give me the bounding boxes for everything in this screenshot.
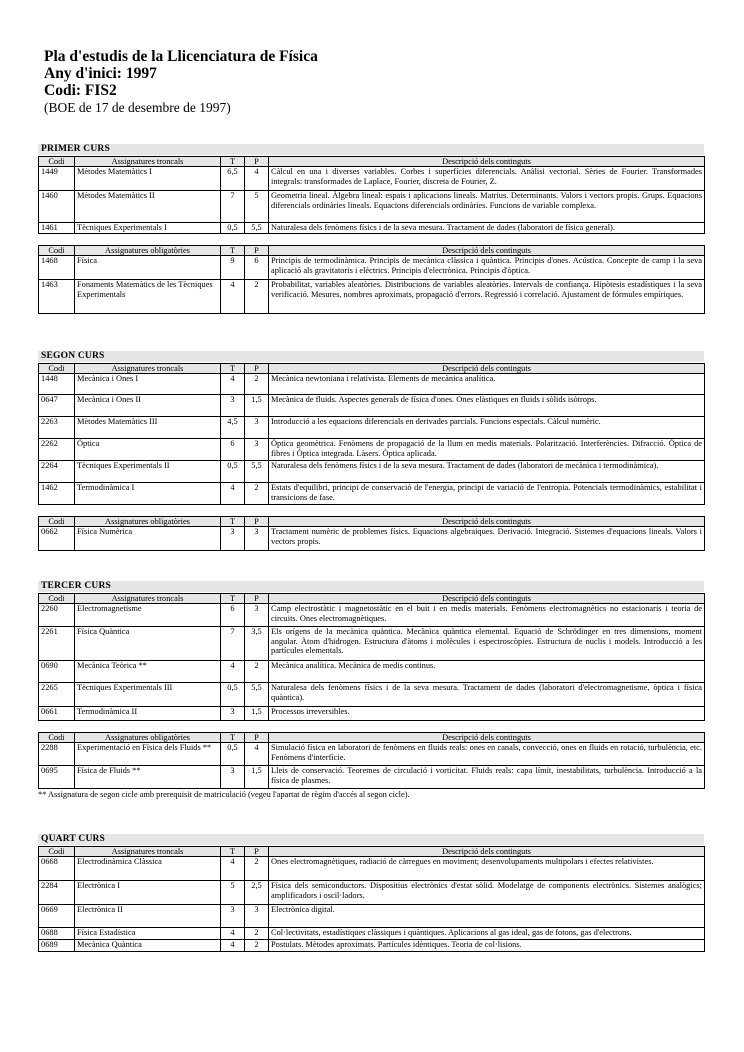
table-head: [39, 517, 705, 527]
obligatories-table: [38, 732, 705, 789]
subject-code: 0688: [39, 928, 75, 940]
header-row: [39, 847, 705, 857]
subject-code: 1448: [39, 374, 75, 395]
header-row: [39, 733, 705, 743]
troncals-table: [38, 363, 705, 505]
section-title: TERCER CURS: [38, 581, 704, 592]
col-t: T: [221, 157, 245, 167]
start-year: Any d'inici: 1997: [44, 65, 157, 82]
section-title: PRIMER CURS: [38, 144, 704, 155]
subject-code: 2284: [39, 881, 75, 905]
course-section: [38, 581, 704, 800]
col-assignatures: Assignatures troncals: [75, 594, 221, 604]
theory-credits: 6: [221, 604, 245, 627]
section-title: SEGON CURS: [38, 351, 704, 362]
subject-description: Lleis de conservació. Teoremes de circulació i vorticitat. Fluids reals: capa límit, inestabilitats, turbulència. Introducció a la física de plasmes.: [269, 766, 705, 789]
practice-credits: 3: [245, 527, 269, 551]
subject-code: 2261: [39, 627, 75, 661]
col-descripcio: Descripció dels continguts: [269, 733, 705, 743]
subject-description: Física dels semiconductors. Dispositius electrònics d'estat sòlid. Modelatge de components electrònics. Sistemes analògics; amplificadors i oscil·ladors.: [269, 881, 705, 905]
subject-name: Electrodinàmica Clàssica: [75, 857, 221, 881]
col-t: T: [221, 364, 245, 374]
practice-credits: 5: [245, 191, 269, 223]
subject-code: 1462: [39, 483, 75, 505]
theory-credits: 9: [221, 256, 245, 280]
table-row: [39, 527, 705, 551]
subject-code: 1468: [39, 256, 75, 280]
col-p: P: [245, 517, 269, 527]
practice-credits: 3: [245, 417, 269, 439]
subject-description: Electrònica digital.: [269, 905, 705, 928]
subject-description: Processos irreversibles.: [269, 707, 705, 721]
table-row: [39, 223, 705, 234]
subject-code: 2288: [39, 743, 75, 766]
subject-code: 0669: [39, 905, 75, 928]
table-head: [39, 594, 705, 604]
col-p: P: [245, 594, 269, 604]
subject-name: Tècniques Experimentals III: [75, 683, 221, 707]
subject-description: Càlcul en una i diverses variables. Corbes i superfícies diferencials. Anàlisi vectorial. Sèries de Fourier. Transformades integrals: transformades de Laplace, Fourier, discreta de Fourier, Z.: [269, 167, 705, 191]
col-assignatures: Assignatures obligatòries: [75, 517, 221, 527]
subject-code: 1449: [39, 167, 75, 191]
subject-description: Geometria lineal. Àlgebra lineal: espais i aplicacions lineals. Matrius. Determinants. Valors i vectors propis. Grups. Equacions diferencials ordinàries lineals. Equacions diferencials ordinàries. Funcions de variable complexa.: [269, 191, 705, 223]
theory-credits: 0,5: [221, 461, 245, 483]
header-row: [39, 364, 705, 374]
theory-credits: 5: [221, 881, 245, 905]
theory-credits: 4: [221, 374, 245, 395]
boe-reference: (BOE de 17 de desembre de 1997): [44, 100, 231, 115]
table-body: [39, 527, 705, 551]
practice-credits: 1,5: [245, 395, 269, 417]
subject-name: Termodinàmica I: [75, 483, 221, 505]
practice-credits: 5,5: [245, 461, 269, 483]
subject-name: Tècniques Experimentals II: [75, 461, 221, 483]
table-head: [39, 733, 705, 743]
theory-credits: 6: [221, 439, 245, 461]
practice-credits: 5,5: [245, 223, 269, 234]
theory-credits: 4: [221, 280, 245, 314]
subject-description: Naturalesa dels fenòmens físics i de la seva mesura. Tractament de dades (laboratori d'electromagnetisme, òptica i física quàntica).: [269, 683, 705, 707]
practice-credits: 4: [245, 167, 269, 191]
subject-description: Camp electrostàtic i magnetostàtic en el buit i en medis materials. Fenòmens electromagnètics no estacionaris i teoria de circuits. Ones electromagnètiques.: [269, 604, 705, 627]
col-p: P: [245, 733, 269, 743]
table-row: [39, 417, 705, 439]
table-row: [39, 627, 705, 661]
subject-code: 2260: [39, 604, 75, 627]
table-row: [39, 280, 705, 314]
col-t: T: [221, 517, 245, 527]
table-gap: [38, 721, 704, 731]
subject-code: 0662: [39, 527, 75, 551]
col-t: T: [221, 733, 245, 743]
col-p: P: [245, 847, 269, 857]
subject-description: Ones electromagnètiques, radiació de càrregues en moviment; desenvolupaments multipolars i efectes relativistes.: [269, 857, 705, 881]
table-row: [39, 395, 705, 417]
table-row: [39, 661, 705, 683]
practice-credits: 2: [245, 483, 269, 505]
subject-name: Tècniques Experimentals I: [75, 223, 221, 234]
table-row: [39, 604, 705, 627]
subject-name: Fonaments Matemàtics de les Tècniques Experimentals: [75, 280, 221, 314]
col-descripcio: Descripció dels continguts: [269, 157, 705, 167]
header-row: [39, 157, 705, 167]
subject-name: Física Numèrica: [75, 527, 221, 551]
subject-name: Mecànica Quàntica: [75, 940, 221, 952]
subject-name: Física: [75, 256, 221, 280]
theory-credits: 4: [221, 940, 245, 952]
theory-credits: 3: [221, 527, 245, 551]
section-title: QUART CURS: [38, 834, 704, 845]
col-descripcio: Descripció dels continguts: [269, 847, 705, 857]
subject-name: Òptica: [75, 439, 221, 461]
table-head: [39, 246, 705, 256]
col-assignatures: Assignatures troncals: [75, 364, 221, 374]
subject-description: Probabilitat, variables aleatòries. Distribucions de variables aleatòries. Intervals de confiança. Hipòtesis estadístiques i la seva verificació. Mesures, nombres aproximats, propagació d'errors. Regressió i correlació. Ajustament de fórmules empíriques.: [269, 280, 705, 314]
table-row: [39, 374, 705, 395]
theory-credits: 7: [221, 191, 245, 223]
theory-credits: 3: [221, 905, 245, 928]
theory-credits: 4: [221, 661, 245, 683]
table-row: [39, 707, 705, 721]
subject-description: Tractament numèric de problemes físics. Equacions algebraiques. Derivació. Integració. Sistemes d'equacions lineals. Valors i vectors propis.: [269, 527, 705, 551]
subject-code: 1460: [39, 191, 75, 223]
theory-credits: 3: [221, 707, 245, 721]
subject-code: 2264: [39, 461, 75, 483]
col-assignatures: Assignatures obligatòries: [75, 246, 221, 256]
subject-code: 0689: [39, 940, 75, 952]
table-row: [39, 461, 705, 483]
col-p: P: [245, 246, 269, 256]
table-row: [39, 857, 705, 881]
practice-credits: 5,5: [245, 683, 269, 707]
subject-description: Mecànica newtoniana i relativista. Elements de mecànica analítica.: [269, 374, 705, 395]
practice-credits: 4: [245, 743, 269, 766]
subject-description: Postulats. Mètodes aproximats. Partícules idèntiques. Teoria de col·lisions.: [269, 940, 705, 952]
practice-credits: 1,5: [245, 766, 269, 789]
subject-description: Mecànica analítica. Mecànica de medis continus.: [269, 661, 705, 683]
table-row: [39, 683, 705, 707]
table-body: [39, 604, 705, 721]
theory-credits: 3: [221, 395, 245, 417]
subject-description: Principis de termodinàmica. Principis de mecànica clàssica i quàntica. Principis d'ones. Acústica. Concepte de camp i la seva aplicació als gravitatoris i elèctrics. Principis d'electrònica. Principis d'òptica.: [269, 256, 705, 280]
subject-description: Òptica geomètrica. Fenòmens de propagació de la llum en medis materials. Polarització. Interferències. Difracció. Òptica de fibres i Òptica integrada. Làsers. Òptica aplicada.: [269, 439, 705, 461]
subject-description: Col·lectivitats, estadístiques clàssiques i quàntiques. Aplicacions al gas ideal, gas de fotons, gas d'electrons.: [269, 928, 705, 940]
practice-credits: 2: [245, 857, 269, 881]
subject-code: 2263: [39, 417, 75, 439]
subject-code: 2262: [39, 439, 75, 461]
troncals-table: [38, 156, 705, 234]
subject-name: Mecànica Teòrica **: [75, 661, 221, 683]
subject-code: 2265: [39, 683, 75, 707]
col-p: P: [245, 364, 269, 374]
table-row: [39, 191, 705, 223]
col-codi: Codi: [39, 517, 75, 527]
course-section: [38, 834, 704, 952]
subject-description: Estats d'equilibri, principi de conservació de l'energia, principi de variació de l'entropia. Potencials termodinàmics, estabilitat i transicions de fase.: [269, 483, 705, 505]
theory-credits: 4: [221, 857, 245, 881]
practice-credits: 6: [245, 256, 269, 280]
table-row: [39, 928, 705, 940]
theory-credits: 4: [221, 928, 245, 940]
col-codi: Codi: [39, 847, 75, 857]
table-head: [39, 847, 705, 857]
subject-description: Mecànica de fluids. Aspectes generals de física d'ones. Ones elàstiques en fluids i sòlids isòtrops.: [269, 395, 705, 417]
col-assignatures: Assignatures obligatòries: [75, 733, 221, 743]
troncals-table: [38, 846, 705, 952]
col-t: T: [221, 246, 245, 256]
subject-code: 1463: [39, 280, 75, 314]
theory-credits: 0,5: [221, 683, 245, 707]
col-t: T: [221, 847, 245, 857]
header-row: [39, 246, 705, 256]
practice-credits: 3: [245, 905, 269, 928]
table-row: [39, 483, 705, 505]
col-t: T: [221, 594, 245, 604]
subject-name: Experimentació en Física dels Fluids **: [75, 743, 221, 766]
subject-code: 0647: [39, 395, 75, 417]
subject-code: 1461: [39, 223, 75, 234]
practice-credits: 2: [245, 280, 269, 314]
subject-description: Naturalesa dels fenòmens físics i de la seva mesura. Tractament de dades (laboratori de física general).: [269, 223, 705, 234]
subject-code: 0695: [39, 766, 75, 789]
table-row: [39, 881, 705, 905]
practice-credits: 2: [245, 374, 269, 395]
obligatories-table: [38, 516, 705, 551]
plan-code: Codi: FIS2: [44, 82, 117, 99]
theory-credits: 3: [221, 766, 245, 789]
subject-code: 0661: [39, 707, 75, 721]
table-row: [39, 256, 705, 280]
troncals-table: [38, 593, 705, 721]
practice-credits: 3: [245, 439, 269, 461]
obligatories-table: [38, 245, 705, 314]
subject-name: Mètodes Matemàtics II: [75, 191, 221, 223]
col-descripcio: Descripció dels continguts: [269, 364, 705, 374]
table-gap: [38, 234, 704, 244]
header-row: [39, 594, 705, 604]
table-head: [39, 157, 705, 167]
table-body: [39, 743, 705, 789]
subject-description: Naturalesa dels fenòmens físics i de la seva mesura. Tractament de dades (laboratori de mecànica i termodinàmica).: [269, 461, 705, 483]
table-body: [39, 374, 705, 505]
practice-credits: 2,5: [245, 881, 269, 905]
subject-description: Simulació física en laboratori de fenòmens en fluids reals: ones en canals, convecció, ones en fluids en rotació, turbulència, etc. Fenòmens d'interfície.: [269, 743, 705, 766]
practice-credits: 2: [245, 940, 269, 952]
table-row: [39, 439, 705, 461]
col-assignatures: Assignatures troncals: [75, 157, 221, 167]
subject-name: Física Quàntica: [75, 627, 221, 661]
col-codi: Codi: [39, 364, 75, 374]
table-row: [39, 940, 705, 952]
subject-name: Física Estadística: [75, 928, 221, 940]
col-descripcio: Descripció dels continguts: [269, 246, 705, 256]
table-row: [39, 905, 705, 928]
table-row: [39, 743, 705, 766]
table-head: [39, 364, 705, 374]
course-section: [38, 351, 704, 551]
subject-name: Electrònica I: [75, 881, 221, 905]
col-descripcio: Descripció dels continguts: [269, 517, 705, 527]
practice-credits: 2: [245, 661, 269, 683]
subject-name: Electrònica II: [75, 905, 221, 928]
col-p: P: [245, 157, 269, 167]
col-codi: Codi: [39, 733, 75, 743]
table-body: [39, 857, 705, 952]
table-body: [39, 256, 705, 314]
theory-credits: 7: [221, 627, 245, 661]
subject-name: Electromagnetisme: [75, 604, 221, 627]
prerequisite-note: ** Assignatura de segon cicle amb prerequisit de matriculació (vegeu l'apartat de règim d'accés al segon cicle).: [38, 790, 410, 799]
theory-credits: 0,5: [221, 743, 245, 766]
col-codi: Codi: [39, 157, 75, 167]
subject-name: Física de Fluids **: [75, 766, 221, 789]
practice-credits: 2: [245, 928, 269, 940]
col-descripcio: Descripció dels continguts: [269, 594, 705, 604]
subject-description: Introducció a les equacions diferencials en derivades parcials. Funcions especials. Càlcul numèric.: [269, 417, 705, 439]
theory-credits: 0,5: [221, 223, 245, 234]
theory-credits: 4,5: [221, 417, 245, 439]
table-gap: [38, 505, 704, 515]
subject-code: 0668: [39, 857, 75, 881]
table-row: [39, 766, 705, 789]
table-row: [39, 167, 705, 191]
table-body: [39, 167, 705, 234]
subject-description: Els orígens de la mecànica quàntica. Mecànica quàntica elemental. Equació de Schrödinger en tres dimensions, moment angular. Àtom d'hidrogen. Estructura d'àtoms i molècules i espectroscòpies. Estructura de nuclis i models. Introducció a les partícules elementals.: [269, 627, 705, 661]
subject-name: Mecànica i Ones I: [75, 374, 221, 395]
subject-name: Mètodes Matemàtics I: [75, 167, 221, 191]
theory-credits: 4: [221, 483, 245, 505]
practice-credits: 1,5: [245, 707, 269, 721]
course-section: [38, 144, 704, 314]
plan-title: Pla d'estudis de la Llicenciatura de Física: [44, 48, 318, 65]
practice-credits: 3: [245, 604, 269, 627]
header-row: [39, 517, 705, 527]
col-assignatures: Assignatures troncals: [75, 847, 221, 857]
subject-name: Termodinàmica II: [75, 707, 221, 721]
practice-credits: 3,5: [245, 627, 269, 661]
document-header: [44, 48, 318, 116]
subject-name: Mecànica i Ones II: [75, 395, 221, 417]
col-codi: Codi: [39, 246, 75, 256]
col-codi: Codi: [39, 594, 75, 604]
subject-name: Mètodes Matemàtics III: [75, 417, 221, 439]
subject-code: 0690: [39, 661, 75, 683]
theory-credits: 6,5: [221, 167, 245, 191]
